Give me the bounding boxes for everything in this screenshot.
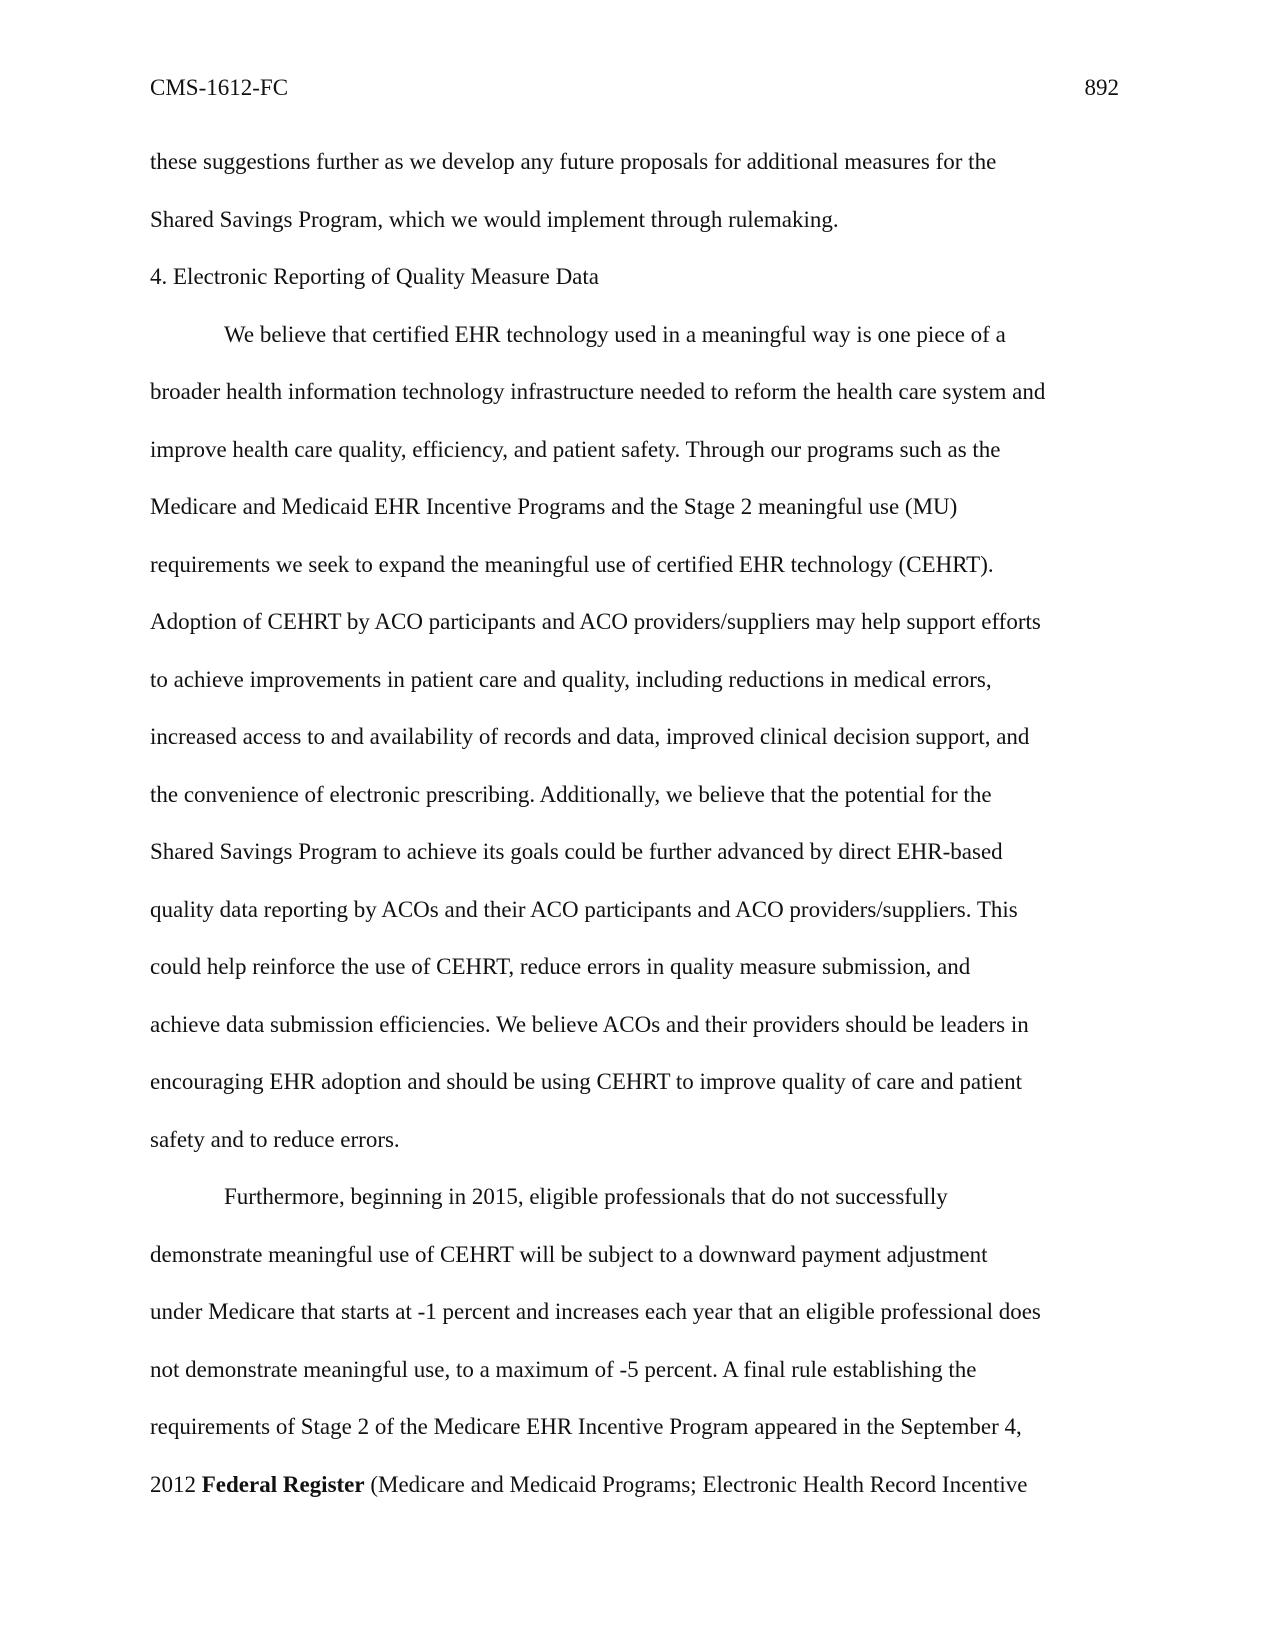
text-segment: (Medicare and Medicaid Programs; Electronic Health Record Incentive (364, 1471, 1028, 1497)
text-line: achieve data submission efficiencies. We believe ACOs and their providers should be leaders in (150, 1011, 1029, 1037)
paragraph-start: We believe that certified EHR technology used in a meaningful way is one piece of a (224, 321, 1006, 347)
text-line: these suggestions further as we develop any future proposals for additional measures for the (150, 149, 997, 174)
text-line: Shared Savings Program to achieve its goals could be further advanced by direct EHR-based (150, 839, 1003, 864)
text-line: broader health information technology infrastructure needed to reform the health care system and (150, 379, 1046, 404)
text-line: requirements we seek to expand the meaningful use of certified EHR technology (CEHRT). (150, 551, 994, 577)
page-number: 892 (1084, 75, 1119, 100)
section-heading: 4. Electronic Reporting of Quality Measure Data (150, 264, 599, 289)
text-line: could help reinforce the use of CEHRT, reduce errors in quality measure submission, and (150, 954, 971, 979)
text-line: improve health care quality, efficiency, and patient safety. Through our programs such as the (150, 436, 1001, 462)
text-line-last (150, 1471, 1130, 1529)
text-line: the convenience of electronic prescribing. Additionally, we believe that the potential for the (150, 781, 992, 807)
federal-register-title: Federal Register (201, 1471, 365, 1497)
text-line: quality data reporting by ACOs and their ACO participants and ACO providers/suppliers. This (150, 896, 1018, 922)
text-line: increased access to and availability of records and data, improved clinical decision support, and (150, 724, 1030, 749)
text-line: to achieve improvements in patient care and quality, including reductions in medical errors, (150, 666, 992, 692)
text-line: not demonstrate meaningful use, to a maximum of -5 percent. A final rule establishing the (150, 1356, 977, 1382)
text-line: Adoption of CEHRT by ACO participants and ACO providers/suppliers may help support efforts (150, 609, 1041, 634)
text-line: Medicare and Medicaid EHR Incentive Programs and the Stage 2 meaningful use (MU) (150, 494, 958, 519)
text-line: demonstrate meaningful use of CEHRT will be subject to a downward payment adjustment (150, 1241, 988, 1267)
text-line: requirements of Stage 2 of the Medicare EHR Incentive Program appeared in the September 4, (150, 1414, 1022, 1439)
body-text (150, 148, 1130, 1528)
text-segment: 2012 (150, 1471, 202, 1497)
text-line: encouraging EHR adoption and should be using CEHRT to improve quality of care and patient (150, 1069, 1023, 1094)
text-line: Shared Savings Program, which we would implement through rulemaking. (150, 206, 839, 232)
text-line: safety and to reduce errors. (150, 1126, 400, 1152)
text-line: under Medicare that starts at -1 percent and increases each year that an eligible professional does (150, 1299, 1041, 1324)
document-id: CMS-1612-FC (150, 75, 289, 100)
paragraph-start: Furthermore, beginning in 2015, eligible professionals that do not successfully (224, 1184, 948, 1209)
